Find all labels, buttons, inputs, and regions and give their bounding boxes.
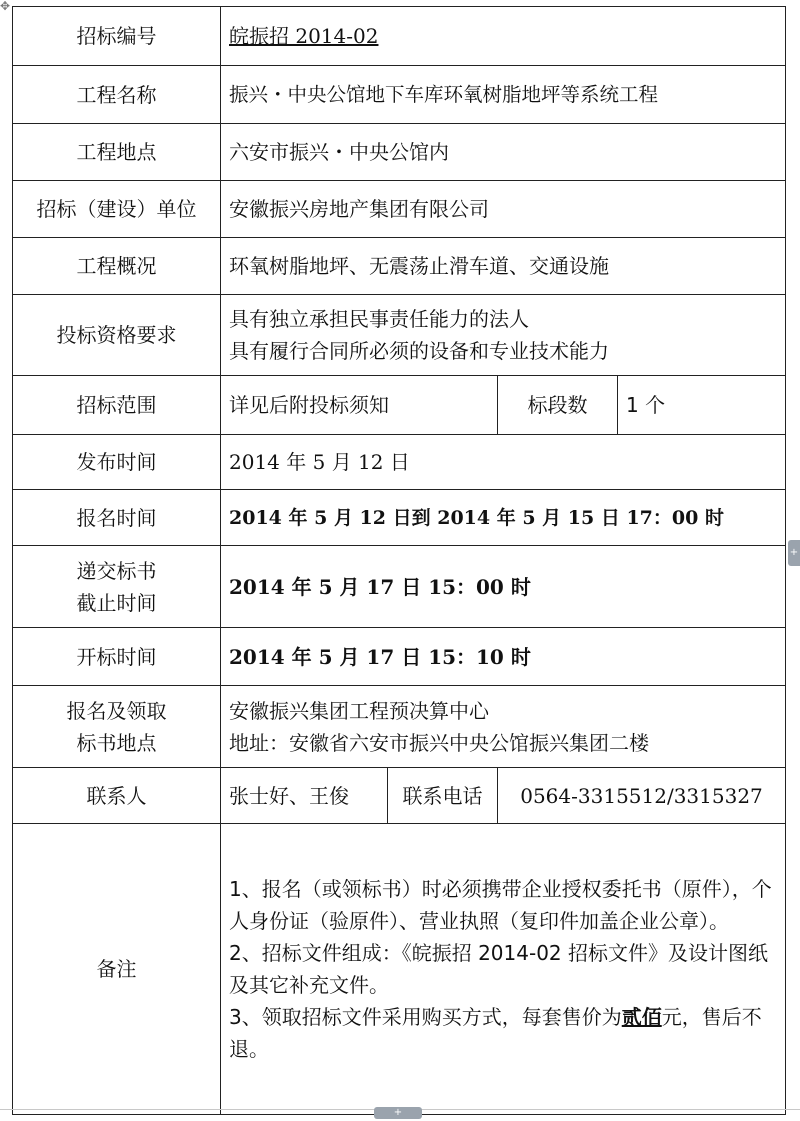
bid-no-value	[221, 7, 786, 66]
bid-no-text: 皖振招 2014-02	[229, 24, 379, 48]
table-row	[13, 376, 786, 435]
pickup-label-line-2: 标书地点	[76, 730, 157, 755]
notes-value	[221, 824, 786, 1115]
overview-label: 工程概况	[13, 238, 221, 295]
note-3-text-b: 元，售后不退。	[229, 1005, 762, 1061]
sections-label: 标段数	[498, 376, 618, 435]
registration-value: 2014 年 5 月 12 日到 2014 年 5 月 15 日 17：00 时	[221, 490, 786, 546]
contact-names: 张士好、王俊	[221, 768, 388, 824]
table-row	[13, 295, 786, 376]
overview-value: 环氧树脂地坪、无震荡止滑车道、交通设施	[221, 238, 786, 295]
registration-label: 报名时间	[13, 490, 221, 546]
table-move-handle-icon[interactable]: ✥	[0, 0, 11, 13]
pickup-label-line-1: 报名及领取	[66, 698, 167, 723]
project-name-value: 振兴・中央公馆地下车库环氧树脂地坪等系统工程	[221, 66, 786, 124]
contact-label: 联系人	[13, 768, 221, 824]
table-row	[13, 238, 786, 295]
notes-label: 备注	[13, 824, 221, 1115]
table-row	[13, 628, 786, 686]
table-row	[13, 124, 786, 181]
bid-notice-table	[12, 6, 786, 1115]
phone-label: 联系电话	[388, 768, 498, 824]
table-row	[13, 7, 786, 66]
phone-value: 0564-3315512/3315327	[498, 768, 786, 824]
note-1: 1、报名（或领标书）时必须携带企业授权委托书（原件），个人身份证（验原件）、营业执照（复印件加盖企业公章）。	[229, 877, 772, 933]
opening-label: 开标时间	[13, 628, 221, 686]
pickup-value	[221, 686, 786, 768]
qualification-line-1: 具有独立承担民事责任能力的法人	[229, 307, 529, 331]
qualification-label: 投标资格要求	[13, 295, 221, 376]
location-label: 工程地点	[13, 124, 221, 181]
note-3-text-a: 3、领取招标文件采用购买方式，每套售价为	[229, 1005, 622, 1029]
publish-value: 2014 年 5 月 12 日	[221, 435, 786, 490]
deadline-label-line-2: 截止时间	[76, 590, 157, 615]
note-2: 2、招标文件组成：《皖振招 2014-02 招标文件》及设计图纸及其它补充文件。	[229, 941, 769, 997]
pickup-line-2: 地址：安徽省六安市振兴中央公馆振兴集团二楼	[229, 730, 649, 755]
qualification-line-2: 具有履行合同所必须的设备和专业技术能力	[229, 339, 609, 363]
add-row-handle-icon[interactable]: +	[374, 1107, 422, 1119]
add-column-handle-icon[interactable]: +	[788, 540, 800, 566]
table-row	[13, 490, 786, 546]
qualification-value	[221, 295, 786, 376]
owner-label: 招标（建设）单位	[13, 181, 221, 238]
location-value: 六安市振兴・中央公馆内	[221, 124, 786, 181]
table-row	[13, 435, 786, 490]
bid-no-label: 招标编号	[13, 7, 221, 66]
table-row	[13, 546, 786, 628]
table-row	[13, 66, 786, 124]
table-row	[13, 686, 786, 768]
pickup-line-1: 安徽振兴集团工程预决算中心	[229, 698, 489, 723]
note-3-price: 贰佰	[621, 1005, 662, 1029]
publish-label: 发布时间	[13, 435, 221, 490]
project-name-label: 工程名称	[13, 66, 221, 124]
deadline-value: 2014 年 5 月 17 日 15：00 时	[221, 546, 786, 628]
scope-value: 详见后附投标须知	[221, 376, 498, 435]
deadline-label	[13, 546, 221, 628]
owner-value: 安徽振兴房地产集团有限公司	[221, 181, 786, 238]
pickup-label	[13, 686, 221, 768]
deadline-label-line-1: 递交标书	[76, 558, 157, 583]
table-row	[13, 768, 786, 824]
opening-value: 2014 年 5 月 17 日 15：10 时	[221, 628, 786, 686]
scope-label: 招标范围	[13, 376, 221, 435]
note-3	[229, 1001, 777, 1065]
table-row	[13, 181, 786, 238]
table-row	[13, 824, 786, 1115]
sections-value: 1 个	[618, 376, 786, 435]
